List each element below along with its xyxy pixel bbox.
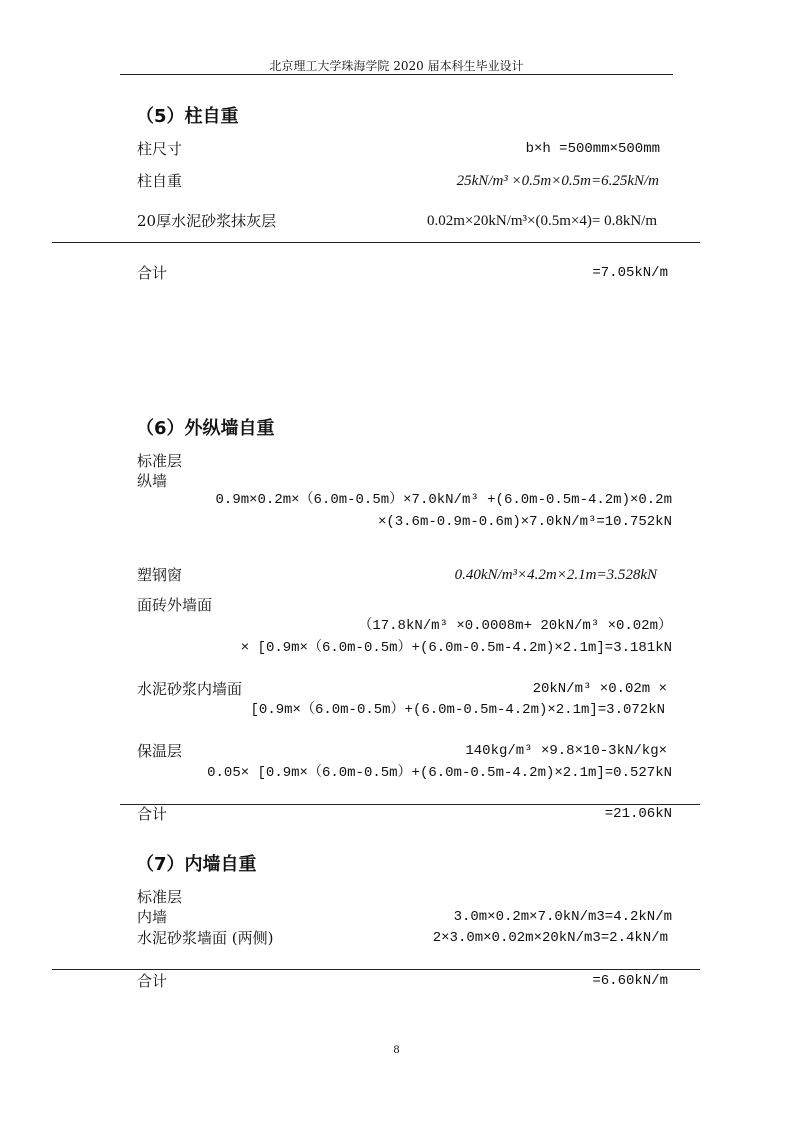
inner-wall-formula: 3.0m×0.2m×7.0kN/m3=4.2kN/m (453, 909, 672, 925)
inner-plaster-label: 水泥砂浆内墙面 (137, 680, 243, 698)
column-weight-formula: 25kN/m³ ×0.5m×0.5m=6.25kN/m (456, 173, 659, 189)
page-header-title: 北京理工大学珠海学院 2020 届本科生毕业设计 (269, 59, 524, 73)
tile-wall-formula-line2: × [0.9m×（6.0m-0.5m）+(6.0m-0.5m-4.2m)×2.1m]=3.181kN (240, 640, 672, 656)
insulation-formula-line2: 0.05× [0.9m×（6.0m-0.5m）+(6.0m-0.5m-4.2m)×2.1m]=0.527kN (207, 765, 672, 781)
longitudinal-wall-label: 纵墙 (137, 472, 168, 490)
plaster-layer-label: 20厚水泥砂浆抹灰层 (137, 212, 277, 230)
tile-wall-formula-line1: （17.8kN/m³ ×0.0008m+ 20kN/m³ ×0.02m） (358, 618, 672, 634)
column-weight-label: 柱自重 (137, 172, 183, 190)
section-5-heading: （5）柱自重 (136, 106, 239, 127)
inner-plaster-formula-line2: [0.9m×（6.0m-0.5m）+(6.0m-0.5m-4.2m)×2.1m]=3.072kN (250, 702, 665, 718)
section-5-total-label: 合计 (137, 264, 168, 282)
window-formula: 0.40kN/m³×4.2m×2.1m=3.528kN (454, 567, 657, 583)
section-7-heading: （7）内墙自重 (136, 854, 257, 875)
wall-plaster-both-sides-label: 水泥砂浆墙面 (两侧) (137, 929, 274, 947)
section-6-floor-label: 标准层 (137, 452, 183, 470)
wall-plaster-both-sides-formula: 2×3.0m×0.02m×20kN/m3=2.4kN/m (432, 930, 668, 946)
section-7-total-value: =6.60kN/m (592, 973, 668, 989)
section-6-total-value: =21.06kN (604, 806, 672, 822)
section-7-total-rule (52, 969, 700, 970)
section-7-floor-label: 标准层 (137, 888, 183, 906)
inner-wall-label: 内墙 (137, 908, 168, 926)
column-size-label: 柱尺寸 (137, 140, 183, 158)
insulation-formula-line1: 140kg/m³ ×9.8×10-3kN/kg× (465, 743, 667, 759)
section-5-total-rule (52, 242, 700, 243)
page-number: 8 (393, 1042, 400, 1056)
section-6-heading: （6）外纵墙自重 (136, 418, 275, 439)
header-rule (120, 74, 673, 75)
tile-wall-label: 面砖外墙面 (137, 596, 213, 614)
section-6-total-label: 合计 (137, 805, 168, 823)
insulation-label: 保温层 (137, 742, 183, 760)
column-size-value: b×h =500mm×500mm (525, 141, 660, 157)
longitudinal-wall-formula-line1: 0.9m×0.2m×（6.0m-0.5m）×7.0kN/m³ +(6.0m-0.5m-4.2m)×0.2m (215, 492, 672, 508)
longitudinal-wall-formula-line2: ×(3.6m-0.9m-0.6m)×7.0kN/m³=10.752kN (377, 514, 672, 530)
section-7-total-label: 合计 (137, 972, 168, 990)
section-5-total-value: =7.05kN/m (592, 265, 668, 281)
plaster-layer-formula: 0.02m×20kN/m³×(0.5m×4)= 0.8kN/m (427, 213, 657, 229)
inner-plaster-formula-line1: 20kN/m³ ×0.02m × (532, 681, 667, 697)
window-label: 塑钢窗 (137, 566, 183, 584)
